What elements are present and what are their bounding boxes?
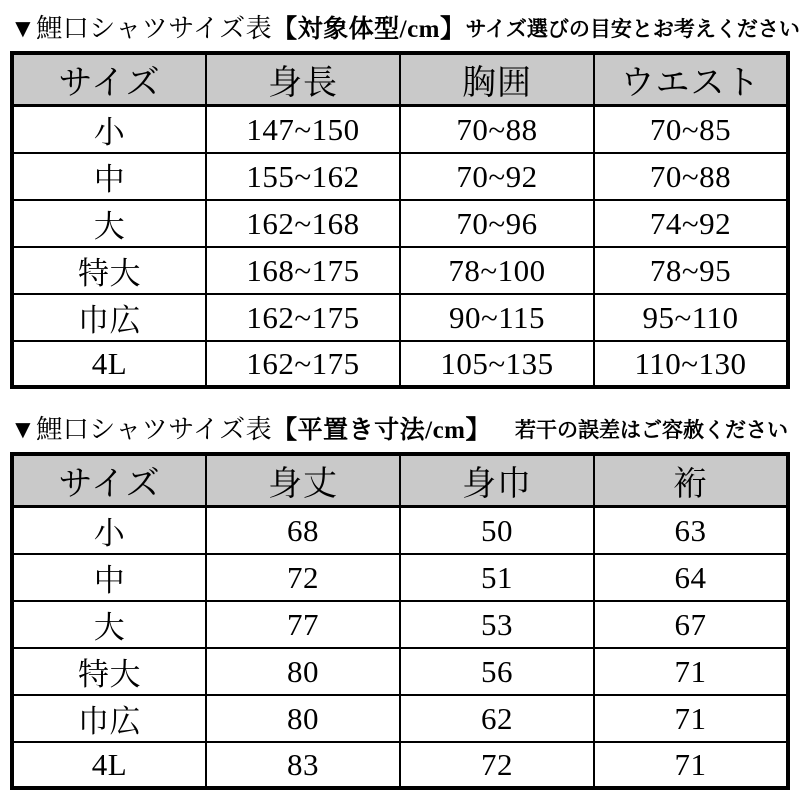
target-body-size-section — [10, 0, 800, 389]
table-row — [12, 200, 788, 247]
flat-measurement-size-table — [10, 452, 790, 790]
table-body — [12, 106, 788, 388]
table-title-prefix: ▼鯉口シャツサイズ表 — [10, 14, 273, 43]
measurement-cell: 162~175 — [206, 341, 400, 387]
size-label-cell: 小 — [12, 106, 206, 154]
measurement-cell: 80 — [206, 695, 400, 742]
table-body — [12, 507, 788, 789]
size-label-cell: 中 — [12, 554, 206, 601]
measurement-cell: 168~175 — [206, 247, 400, 294]
measurement-cell: 64 — [594, 554, 788, 601]
measurement-cell: 72 — [206, 554, 400, 601]
table-row — [12, 294, 788, 341]
measurement-cell: 70~88 — [400, 106, 594, 154]
column-header: ウエスト — [594, 53, 788, 106]
measurement-cell: 50 — [400, 507, 594, 555]
size-label-cell: 特大 — [12, 648, 206, 695]
table-title-category: 【対象体型/cm】 — [272, 16, 466, 43]
measurement-cell: 83 — [206, 742, 400, 788]
column-header: サイズ — [12, 53, 206, 106]
table-note: 若干の誤差はご容赦ください — [515, 419, 788, 442]
size-label-cell: 巾広 — [12, 294, 206, 341]
size-label-cell: 大 — [12, 200, 206, 247]
measurement-cell: 74~92 — [594, 200, 788, 247]
measurement-cell: 53 — [400, 601, 594, 648]
column-header: サイズ — [12, 454, 206, 507]
size-label-cell: 小 — [12, 507, 206, 555]
measurement-cell: 68 — [206, 507, 400, 555]
table-header — [12, 454, 788, 507]
table-header — [12, 53, 788, 106]
measurement-cell: 51 — [400, 554, 594, 601]
table-row — [12, 554, 788, 601]
table-row — [12, 507, 788, 555]
table-note: サイズ選びの目安とお考えください — [465, 18, 800, 41]
table-row — [12, 648, 788, 695]
size-label-cell: 特大 — [12, 247, 206, 294]
measurement-cell: 70~88 — [594, 153, 788, 200]
size-label-cell: 巾広 — [12, 695, 206, 742]
measurement-cell: 162~168 — [206, 200, 400, 247]
measurement-cell: 70~96 — [400, 200, 594, 247]
measurement-cell: 155~162 — [206, 153, 400, 200]
table-row — [12, 695, 788, 742]
measurement-cell: 77 — [206, 601, 400, 648]
measurement-cell: 95~110 — [594, 294, 788, 341]
measurement-cell: 63 — [594, 507, 788, 555]
measurement-cell: 110~130 — [594, 341, 788, 387]
measurement-cell: 67 — [594, 601, 788, 648]
flat-measurement-size-section — [10, 389, 790, 790]
header-row — [12, 53, 788, 106]
table-row — [12, 601, 788, 648]
size-label-cell: 中 — [12, 153, 206, 200]
size-label-cell: 大 — [12, 601, 206, 648]
measurement-cell: 71 — [594, 742, 788, 788]
measurement-cell: 70~85 — [594, 106, 788, 154]
target-body-size-table — [10, 51, 790, 389]
table-title-category: 【平置き寸法/cm】 — [272, 417, 492, 444]
table-row — [12, 742, 788, 788]
column-header: 裄 — [594, 454, 788, 507]
table-title — [10, 8, 466, 45]
table-title-line — [10, 0, 800, 51]
measurement-cell: 56 — [400, 648, 594, 695]
header-row — [12, 454, 788, 507]
measurement-cell: 90~115 — [400, 294, 594, 341]
measurement-cell: 105~135 — [400, 341, 594, 387]
table-title — [10, 409, 491, 446]
column-header: 身丈 — [206, 454, 400, 507]
column-header: 身巾 — [400, 454, 594, 507]
measurement-cell: 78~100 — [400, 247, 594, 294]
measurement-cell: 162~175 — [206, 294, 400, 341]
table-row — [12, 247, 788, 294]
table-row — [12, 153, 788, 200]
table-title-prefix: ▼鯉口シャツサイズ表 — [10, 415, 273, 444]
measurement-cell: 72 — [400, 742, 594, 788]
column-header: 身長 — [206, 53, 400, 106]
measurement-cell: 78~95 — [594, 247, 788, 294]
column-header: 胸囲 — [400, 53, 594, 106]
measurement-cell: 70~92 — [400, 153, 594, 200]
measurement-cell: 71 — [594, 695, 788, 742]
table-row — [12, 106, 788, 154]
measurement-cell: 71 — [594, 648, 788, 695]
size-label-cell: 4L — [12, 341, 206, 387]
table-row — [12, 341, 788, 387]
measurement-cell: 80 — [206, 648, 400, 695]
measurement-cell: 62 — [400, 695, 594, 742]
measurement-cell: 147~150 — [206, 106, 400, 154]
size-label-cell: 4L — [12, 742, 206, 788]
table-title-line — [10, 389, 790, 452]
